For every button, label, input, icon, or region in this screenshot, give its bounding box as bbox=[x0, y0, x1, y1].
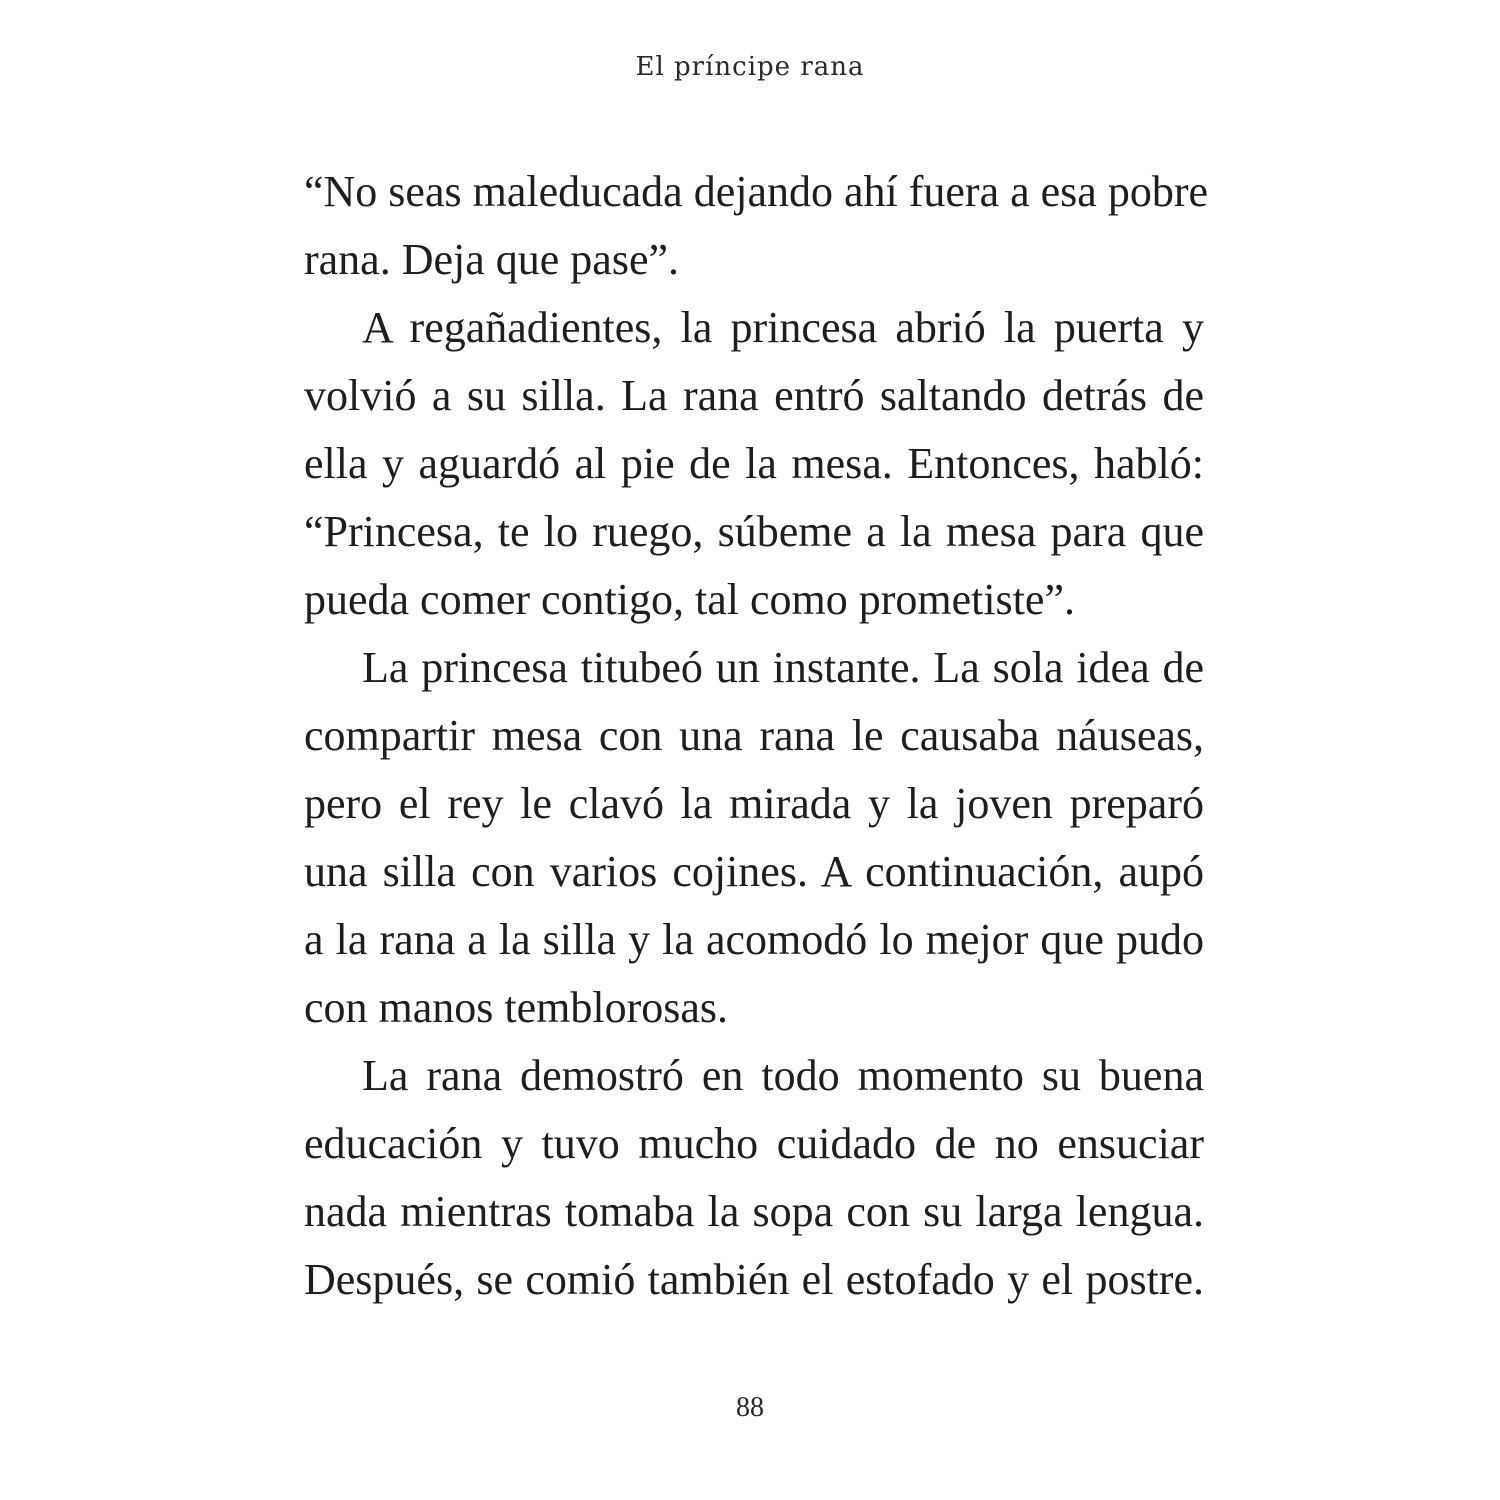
text-line: ella y aguardó al pie de la mesa. Entonces, habló: bbox=[304, 439, 1204, 488]
text-line: “No seas maleducada dejando ahí fuera a esa pobre bbox=[304, 167, 1208, 216]
text-line: pueda comer contigo, tal como prometiste”. bbox=[304, 575, 1075, 624]
text-line: rana. Deja que pase”. bbox=[304, 235, 680, 284]
text-line: pero el rey le clavó la mirada y la joven preparó bbox=[304, 779, 1204, 828]
text-line: “Princesa, te lo ruego, súbeme a la mesa para que bbox=[304, 507, 1204, 556]
text-line: La rana demostró en todo momento su buena bbox=[362, 1051, 1204, 1100]
running-head-title: El príncipe rana bbox=[635, 52, 865, 82]
text-line: una silla con varios cojines. A continuación, aupó bbox=[304, 847, 1204, 896]
text-line: nada mientras tomaba la sopa con su larga lengua. bbox=[304, 1187, 1204, 1236]
body-text bbox=[304, 158, 1208, 1314]
text-line: volvió a su silla. La rana entró saltando detrás de bbox=[304, 371, 1204, 420]
text-line: con manos temblorosas. bbox=[304, 983, 729, 1032]
text-line: compartir mesa con una rana le causaba náuseas, bbox=[304, 711, 1204, 760]
text-line: Después, se comió también el estofado y el postre. bbox=[304, 1255, 1204, 1304]
text-line: La princesa titubeó un instante. La sola idea de bbox=[362, 643, 1204, 692]
text-line: A regañadientes, la princesa abrió la puerta y bbox=[362, 303, 1204, 352]
text-line: educación y tuvo mucho cuidado de no ensuciar bbox=[304, 1119, 1204, 1168]
page-number: 88 bbox=[736, 1392, 764, 1423]
text-line: a la rana a la silla y la acomodó lo mejor que pudo bbox=[304, 915, 1204, 964]
